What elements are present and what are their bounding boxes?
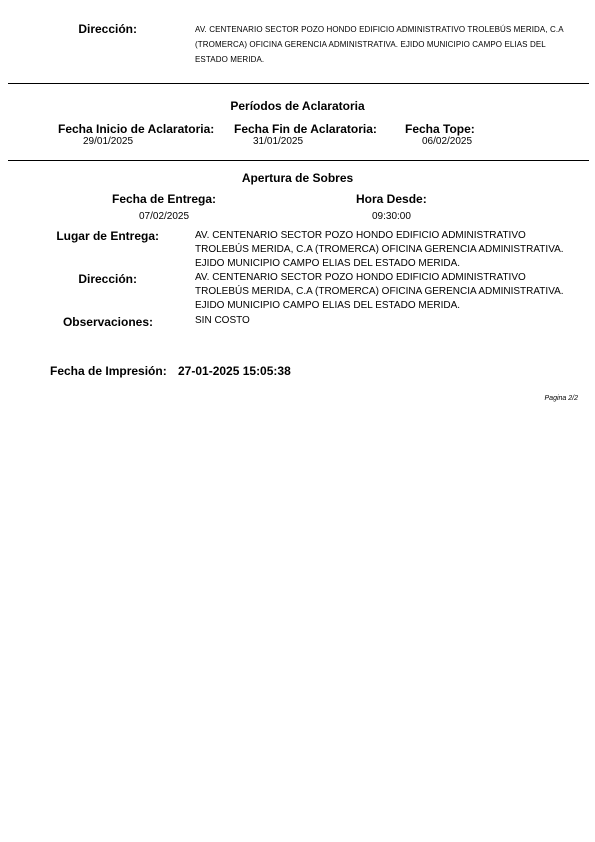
- divider-top: [8, 83, 589, 84]
- fecha-impresion-value: 27-01-2025 15:05:38: [178, 364, 291, 378]
- hora-desde-value: 09:30:00: [372, 211, 411, 222]
- direccion-label: Dirección:: [78, 272, 137, 286]
- apertura-title: Apertura de Sobres: [241, 171, 354, 185]
- lugar-entrega-value: AV. CENTENARIO SECTOR POZO HONDO EDIFICIO ADMINISTRATIVO TROLEBÚS MERIDA, C.A (TROMERCA) OFICINA GERENCIA ADMINISTRATIVA. EJIDO MUNICIPIO CAMPO ELIAS DEL ESTADO MERIDA.: [195, 230, 564, 269]
- direccion-value: AV. CENTENARIO SECTOR POZO HONDO EDIFICIO ADMINISTRATIVO TROLEBÚS MERIDA, C.A (TROMERCA) OFICINA GERENCIA ADMINISTRATIVA. EJIDO MUNICIPIO CAMPO ELIAS DEL ESTADO MERIDA.: [195, 272, 564, 311]
- aclaratoria-title: Períodos de Aclaratoria: [230, 99, 365, 113]
- fecha-tope-value: 06/02/2025: [422, 136, 473, 147]
- fecha-entrega-value: 07/02/2025: [139, 211, 190, 222]
- divider-middle: [8, 160, 589, 161]
- hora-desde-label: Hora Desde:: [356, 192, 427, 206]
- fecha-tope-label: Fecha Tope:: [405, 122, 475, 136]
- page-number: Pagina 2/2: [544, 395, 578, 402]
- direccion-label-top: Dirección:: [78, 22, 137, 36]
- lugar-entrega-label: Lugar de Entrega:: [56, 229, 159, 243]
- fecha-inicio-label: Fecha Inicio de Aclaratoria:: [58, 122, 215, 136]
- observaciones-label: Observaciones:: [62, 315, 153, 329]
- observaciones-value: SIN COSTO: [195, 315, 250, 326]
- fecha-fin-value: 31/01/2025: [253, 136, 304, 147]
- fecha-fin-label: Fecha Fin de Aclaratoria:: [234, 122, 377, 136]
- fecha-entrega-label: Fecha de Entrega:: [112, 192, 217, 206]
- fecha-inicio-value: 29/01/2025: [83, 136, 134, 147]
- direccion-value-top: AV. CENTENARIO SECTOR POZO HONDO EDIFICIO ADMINISTRATIVO TROLEBÚS MERIDA, C.A (TROMERCA) OFICINA GERENCIA ADMINISTRATIVA. EJIDO MUNICIPIO CAMPO ELIAS DEL ESTADO MERIDA.: [195, 25, 564, 64]
- fecha-impresion-label: Fecha de Impresión:: [50, 364, 167, 378]
